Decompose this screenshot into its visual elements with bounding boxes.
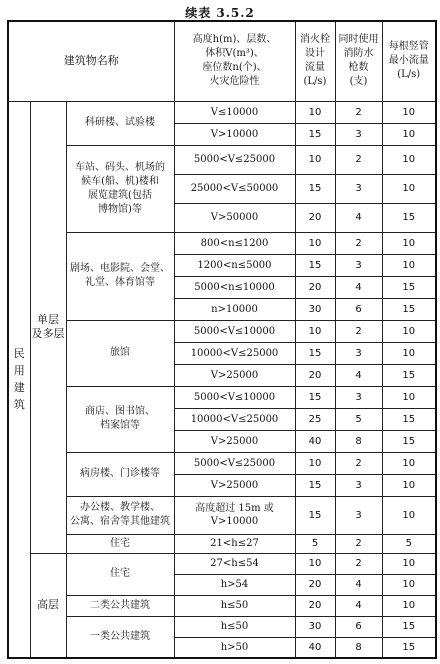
condition-cell: 1200<n≤5000 (174, 254, 295, 276)
condition-cell: V≤10000 (174, 101, 295, 123)
riser-cell: 10 (382, 342, 436, 364)
guns-cell: 3 (335, 474, 382, 496)
guns-cell: 8 (335, 637, 382, 658)
header-guns: 同时使用 消防水 枪数 (支) (335, 21, 382, 101)
riser-cell: 10 (382, 386, 436, 408)
table-row (8, 145, 436, 174)
condition-cell: V>50000 (174, 203, 295, 232)
riser-cell: 10 (382, 574, 436, 595)
guns-cell: 4 (335, 595, 382, 616)
flow-cell: 10 (295, 145, 335, 174)
riser-cell: 10 (382, 232, 436, 254)
building-lab: 科研楼、试验楼 (66, 101, 174, 145)
guns-cell: 2 (335, 534, 382, 553)
flow-cell: 15 (295, 174, 335, 203)
riser-cell: 10 (382, 496, 436, 534)
condition-cell: V>25000 (174, 430, 295, 452)
table-title: 续表 3.5.2 (185, 6, 255, 20)
flow-cell: 10 (295, 320, 335, 342)
table-row (8, 496, 436, 534)
flow-cell: 15 (295, 123, 335, 145)
riser-cell: 10 (382, 254, 436, 276)
riser-cell: 10 (382, 145, 436, 174)
condition-cell: 25000<V≤50000 (174, 174, 295, 203)
flow-cell: 25 (295, 408, 335, 430)
flow-cell: 15 (295, 254, 335, 276)
riser-cell: 10 (382, 174, 436, 203)
table-row (8, 101, 436, 123)
guns-cell: 3 (335, 123, 382, 145)
flow-cell: 20 (295, 203, 335, 232)
condition-cell: V>25000 (174, 474, 295, 496)
guns-cell: 8 (335, 430, 382, 452)
condition-cell: 5000<n≤10000 (174, 276, 295, 298)
guns-cell: 6 (335, 298, 382, 320)
header-params: 高度h(m)、层数、 体积V(m³)、 座位数n(个)、 火灾危险性 (174, 21, 295, 101)
building-house: 住宅 (66, 534, 174, 553)
condition-cell: V>25000 (174, 364, 295, 386)
riser-cell: 10 (382, 553, 436, 574)
building-shop: 商店、图书馆、 档案馆等 (66, 386, 174, 452)
condition-cell: 10000<V≤25000 (174, 342, 295, 364)
flow-cell: 20 (295, 595, 335, 616)
guns-cell: 3 (335, 496, 382, 534)
table-row (8, 595, 436, 616)
riser-cell: 15 (382, 408, 436, 430)
flow-cell: 10 (295, 452, 335, 474)
guns-cell: 2 (335, 320, 382, 342)
guns-cell: 2 (335, 101, 382, 123)
table-row (8, 232, 436, 254)
guns-cell: 4 (335, 203, 382, 232)
guns-cell: 2 (335, 553, 382, 574)
condition-cell: 5000<V≤25000 (174, 145, 295, 174)
guns-cell: 3 (335, 254, 382, 276)
riser-cell: 5 (382, 534, 436, 553)
flow-cell: 15 (295, 342, 335, 364)
flow-cell: 20 (295, 276, 335, 298)
guns-cell: 4 (335, 574, 382, 595)
condition-cell: 5000<V≤10000 (174, 386, 295, 408)
building-public-class1: 一类公共建筑 (66, 616, 174, 658)
condition-cell: 5000<V≤25000 (174, 452, 295, 474)
header-flow: 消火栓 设计 流量 (L/s) (295, 21, 335, 101)
table-row (8, 452, 436, 474)
riser-cell: 10 (382, 474, 436, 496)
guns-cell: 2 (335, 145, 382, 174)
riser-cell: 15 (382, 430, 436, 452)
riser-cell: 15 (382, 276, 436, 298)
guns-cell: 3 (335, 386, 382, 408)
guns-cell: 4 (335, 364, 382, 386)
fire-hydrant-flow-table (7, 20, 437, 659)
flow-cell: 10 (295, 553, 335, 574)
condition-cell: h>54 (174, 574, 295, 595)
flow-cell: 10 (295, 232, 335, 254)
guns-cell: 6 (335, 616, 382, 637)
condition-cell: 10000<V≤25000 (174, 408, 295, 430)
riser-cell: 10 (382, 452, 436, 474)
condition-cell: h>50 (174, 637, 295, 658)
guns-cell: 2 (335, 232, 382, 254)
guns-cell: 2 (335, 452, 382, 474)
riser-cell: 15 (382, 616, 436, 637)
riser-cell: 15 (382, 298, 436, 320)
riser-cell: 10 (382, 320, 436, 342)
flow-cell: 30 (295, 298, 335, 320)
condition-cell: n>10000 (174, 298, 295, 320)
guns-cell: 3 (335, 342, 382, 364)
category-low-rise: 单层 及多层 (30, 101, 66, 553)
building-public-class2: 二类公共建筑 (66, 595, 174, 616)
riser-cell: 15 (382, 364, 436, 386)
condition-cell: 高度超过 15m 或 V>10000 (174, 496, 295, 534)
flow-cell: 20 (295, 364, 335, 386)
condition-cell: h≤50 (174, 595, 295, 616)
category-high-rise: 高层 (30, 553, 66, 658)
guns-cell: 5 (335, 408, 382, 430)
flow-cell: 15 (295, 496, 335, 534)
condition-cell: 21<h≤27 (174, 534, 295, 553)
category-civil-buildings: 民 用 建 筑 (8, 101, 30, 658)
flow-cell: 5 (295, 534, 335, 553)
building-hospital: 病房楼、门诊楼等 (66, 452, 174, 496)
flow-cell: 10 (295, 101, 335, 123)
flow-cell: 40 (295, 637, 335, 658)
building-theater: 剧场、电影院、会堂、 礼堂、体育馆等 (66, 232, 174, 320)
header-row (8, 21, 436, 101)
table-row (8, 616, 436, 637)
table-row (8, 320, 436, 342)
guns-cell: 4 (335, 276, 382, 298)
condition-cell: h≤50 (174, 616, 295, 637)
building-house-high: 住宅 (66, 553, 174, 595)
table-row (8, 534, 436, 553)
flow-cell: 40 (295, 430, 335, 452)
condition-cell: 800<n≤1200 (174, 232, 295, 254)
building-office: 办公楼、教学楼、 公寓、宿舍等其他建筑 (66, 496, 174, 534)
header-building-name: 建筑物名称 (8, 21, 174, 101)
table-row (8, 553, 436, 574)
riser-cell: 10 (382, 123, 436, 145)
riser-cell: 10 (382, 101, 436, 123)
table-row (8, 386, 436, 408)
header-riser: 每根竖管 最小流量 (L/s) (382, 21, 436, 101)
condition-cell: 5000<V≤10000 (174, 320, 295, 342)
riser-cell: 15 (382, 637, 436, 658)
condition-cell: V>10000 (174, 123, 295, 145)
guns-cell: 3 (335, 174, 382, 203)
riser-cell: 10 (382, 595, 436, 616)
condition-cell: 27<h≤54 (174, 553, 295, 574)
building-hotel: 旅馆 (66, 320, 174, 386)
riser-cell: 15 (382, 203, 436, 232)
flow-cell: 30 (295, 616, 335, 637)
flow-cell: 15 (295, 386, 335, 408)
flow-cell: 20 (295, 574, 335, 595)
building-station: 车站、码头、机场的 候车(船、机)楼和 展览建筑(包括 博物馆)等 (66, 145, 174, 232)
flow-cell: 15 (295, 474, 335, 496)
